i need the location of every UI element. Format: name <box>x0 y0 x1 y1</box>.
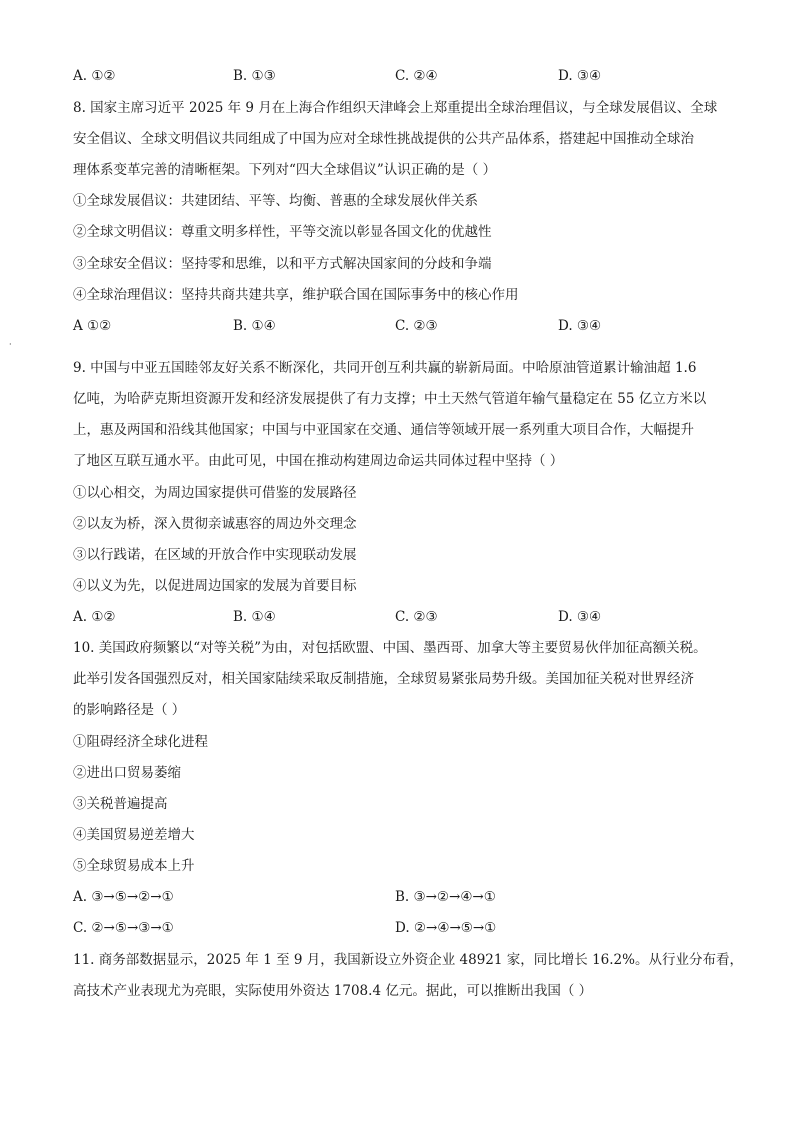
q9-item-4: ④以义为先，以促进周边国家的发展为首要目标 <box>73 578 357 594</box>
q9-item-3: ③以行践诺，在区域的开放合作中实现联动发展 <box>73 547 357 563</box>
q8-option-b[interactable]: B. ①④ <box>233 318 276 334</box>
q9-option-d[interactable]: D. ③④ <box>558 609 602 625</box>
q7-option-c[interactable]: C. ②④ <box>395 68 438 84</box>
q9-stem-line-4: 了地区互联互通水平。由此可见，中国在推动构建周边命运共同体过程中坚持（ ） <box>73 453 564 469</box>
q9-stem-line-2: 亿吨，为哈萨克斯坦资源开发和经济发展提供了有力支撑；中土天然气管道年输气量稳定在 55 亿立方米以 <box>73 391 707 407</box>
q11-stem-line-2: 高技术产业表现尤为亮眼，实际使用外资达 1708.4 亿元。据此，可以推断出我国（ ） <box>73 983 593 999</box>
q7-option-b[interactable]: B. ①③ <box>233 68 276 84</box>
margin-dot: · <box>9 340 12 349</box>
q7-option-d[interactable]: D. ③④ <box>558 68 602 84</box>
q10-item-2: ②进出口贸易萎缩 <box>73 765 181 781</box>
q9-stem-line-3: 上，惠及两国和沿线其他国家；中国与中亚国家在交通、通信等领域开展一系列重大项目合作，大幅提升 <box>73 422 694 438</box>
q9-item-2: ②以友为桥，深入贯彻亲诚惠容的周边外交理念 <box>73 516 357 532</box>
q10-item-1: ①阻碍经济全球化进程 <box>73 734 208 750</box>
q7-options <box>73 66 733 86</box>
q10-item-4: ④美国贸易逆差增大 <box>73 827 195 843</box>
q8-stem-line-1: 8. 国家主席习近平 2025 年 9 月在上海合作组织天津峰会上郑重提出全球治理倡议，与全球发展倡议、全球 <box>73 100 718 116</box>
q9-item-1: ①以心相交，为周边国家提供可借鉴的发展路径 <box>73 485 357 501</box>
q8-option-c[interactable]: C. ②③ <box>395 318 438 334</box>
q9-options <box>73 607 733 627</box>
q9-option-c[interactable]: C. ②③ <box>395 609 438 625</box>
q10-option-b[interactable]: B. ③→②→④→① <box>395 889 496 905</box>
q10-options-row-2 <box>73 918 733 938</box>
q8-option-d[interactable]: D. ③④ <box>558 318 602 334</box>
q8-item-4: ④全球治理倡议：坚持共商共建共享，维护联合国在国际事务中的核心作用 <box>73 287 519 303</box>
q10-options-row-1 <box>73 887 733 907</box>
q8-stem-line-2: 安全倡议、全球文明倡议共同组成了中国为应对全球性挑战提供的公共产品体系，搭建起中国推动全球治 <box>73 131 694 147</box>
q9-option-b[interactable]: B. ①④ <box>233 609 276 625</box>
q10-option-d[interactable]: D. ②→④→⑤→① <box>395 920 497 936</box>
q8-options <box>73 316 733 336</box>
q8-item-3: ③全球安全倡议：坚持零和思维，以和平方式解决国家间的分歧和争端 <box>73 256 492 272</box>
q8-stem-line-3: 理体系变革完善的清晰框架。下列对“四大全球倡议”认识正确的是（ ） <box>73 162 497 178</box>
q10-item-3: ③关税普遍提高 <box>73 796 168 812</box>
q8-item-1: ①全球发展倡议：共建团结、平等、均衡、普惠的全球发展伙伴关系 <box>73 193 478 209</box>
q10-item-5: ⑤全球贸易成本上升 <box>73 858 195 874</box>
q10-option-c[interactable]: C. ②→⑤→③→① <box>73 920 174 936</box>
q10-option-a[interactable]: A. ③→⑤→②→① <box>73 889 174 905</box>
q9-option-a[interactable]: A. ①② <box>73 609 116 625</box>
q10-stem-line-3: 的影响路径是（ ） <box>73 702 186 718</box>
q8-item-2: ②全球文明倡议：尊重文明多样性，平等交流以彰显各国文化的优越性 <box>73 224 492 240</box>
q10-stem-line-2: 此举引发各国强烈反对，相关国家陆续采取反制措施，全球贸易紧张局势升级。美国加征关税对世界经济 <box>73 671 694 687</box>
q8-option-a[interactable]: A ①② <box>73 318 112 334</box>
q11-stem-line-1: 11. 商务部数据显示，2025 年 1 至 9 月，我国新设立外资企业 48921 家，同比增长 16.2%。从行业分布看， <box>73 952 743 968</box>
q9-stem-line-1: 9. 中国与中亚五国睦邻友好关系不断深化，共同开创互利共赢的崭新局面。中哈原油管道累计输油超 1.6 <box>73 360 697 376</box>
q10-stem-line-1: 10. 美国政府频繁以“对等关税”为由，对包括欧盟、中国、墨西哥、加拿大等主要贸易伙伴加征高额关税。 <box>73 640 707 656</box>
q7-option-a[interactable]: A. ①② <box>73 68 116 84</box>
